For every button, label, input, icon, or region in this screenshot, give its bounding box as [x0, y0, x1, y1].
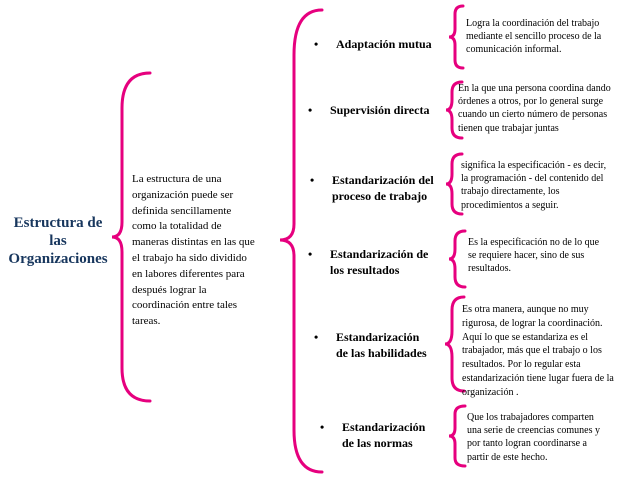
mechanism-estandarizacion-normas — [320, 419, 425, 451]
definition-line: resultados. — [468, 263, 512, 275]
definition-line: En la que una persona coordina dando — [458, 83, 611, 94]
definition-bracket-1 — [449, 6, 463, 68]
structure-description — [132, 172, 264, 330]
definition-line: órdenes a otros, por lo general surge — [458, 96, 604, 108]
definition-line: cuando un cierto número de personas — [458, 109, 608, 121]
definition-bracket-4 — [449, 231, 465, 287]
definition-line: por tanto logran coordinarse a — [467, 438, 587, 450]
mechanism-estandarizacion-habilidades — [314, 329, 427, 361]
diagram-title — [2, 214, 114, 268]
bullet-icon: • — [308, 247, 313, 261]
mechanism-estandarizacion-resultados — [308, 246, 428, 278]
mechanism-label: Supervisión directa — [330, 103, 430, 117]
definition-line: resultados. Por lo regular esta — [462, 359, 581, 371]
definition-line: partir de este hecho. — [467, 451, 548, 463]
definition-line: procedimientos a seguir. — [461, 199, 559, 211]
definition-line: trabajo directamente, los — [461, 186, 560, 198]
mechanism-label: de las habilidades — [336, 346, 427, 360]
mechanism-supervision-directa — [308, 102, 429, 118]
definition-estandarizacion-proceso — [461, 159, 631, 212]
description-line: en labores diferentes para — [132, 267, 245, 280]
mechanism-label: Estandarización — [336, 330, 420, 344]
mechanism-label: Estandarización del — [332, 173, 434, 187]
description-line: después lograr la — [132, 283, 207, 296]
mechanism-label: Estandarización de — [330, 247, 429, 261]
description-line: La estructura de una — [132, 173, 222, 185]
definition-line: comunicación informal. — [466, 44, 562, 56]
bullet-icon: • — [314, 37, 319, 51]
bullet-icon: • — [310, 173, 315, 187]
definition-line: Aquí lo que se estandariza es el — [462, 331, 589, 343]
mechanisms-bracket — [280, 10, 322, 472]
definition-line: estandarización tiene lugar fuera de la — [462, 372, 614, 384]
definition-line: organización . — [462, 386, 519, 398]
definition-line: Logra la coordinación del trabajo — [466, 18, 600, 29]
definition-line: se requiere hacer, sino de sus — [468, 250, 585, 262]
definition-line: Es la especificación no de lo que — [468, 237, 600, 248]
mechanism-adaptacion-mutua — [314, 36, 432, 52]
definition-line: mediante el sencillo proceso de la — [466, 31, 602, 43]
definition-estandarizacion-normas — [467, 411, 627, 464]
definition-line: significa la especificación - es decir, — [461, 160, 607, 171]
bullet-icon: • — [308, 103, 313, 117]
definition-line: la programación - del contenido del — [461, 173, 604, 185]
description-line: definida sencillamente — [132, 204, 232, 217]
definition-bracket-6 — [449, 406, 465, 466]
mechanism-label: Estandarización — [342, 420, 426, 434]
bullet-icon: • — [314, 330, 319, 344]
definition-line: tienen que trabajar juntas — [458, 122, 559, 134]
mechanism-label: proceso de trabajo — [332, 189, 428, 203]
description-line: tareas. — [132, 315, 161, 328]
description-line: el trabajo ha sido dividido — [132, 251, 247, 264]
definition-line: trabajador, más que el trabajo o los — [462, 345, 602, 357]
description-line: maneras distintas en las que — [132, 236, 255, 249]
description-line: organización puede ser — [132, 188, 234, 201]
description-line: coordinación entre tales — [132, 299, 238, 312]
definition-adaptacion-mutua — [466, 17, 626, 57]
definition-line: Que los trabajadores comparten — [467, 412, 594, 423]
definition-estandarizacion-habilidades — [462, 303, 634, 400]
mechanism-label: los resultados — [330, 263, 400, 277]
diagram-title-line: Estructura de — [13, 215, 103, 231]
definition-supervision-directa — [458, 82, 630, 135]
mechanism-label: Adaptación mutua — [336, 37, 432, 51]
mechanism-label: de las normas — [342, 436, 413, 450]
definition-line: una serie de creencias comunes y — [467, 425, 600, 437]
definition-estandarizacion-resultados — [468, 236, 628, 276]
mechanism-estandarizacion-proceso — [310, 172, 434, 204]
bullet-icon: • — [320, 420, 325, 434]
definition-line: rigurosa, de lograr la coordinación. — [462, 317, 603, 329]
diagram-title-line: las — [49, 233, 67, 249]
definition-line: Es otra manera, aunque no muy — [462, 304, 589, 315]
definition-bracket-3 — [446, 154, 462, 214]
description-line: como la totalidad de — [132, 220, 222, 233]
diagram-title-line: Organizaciones — [8, 251, 108, 267]
